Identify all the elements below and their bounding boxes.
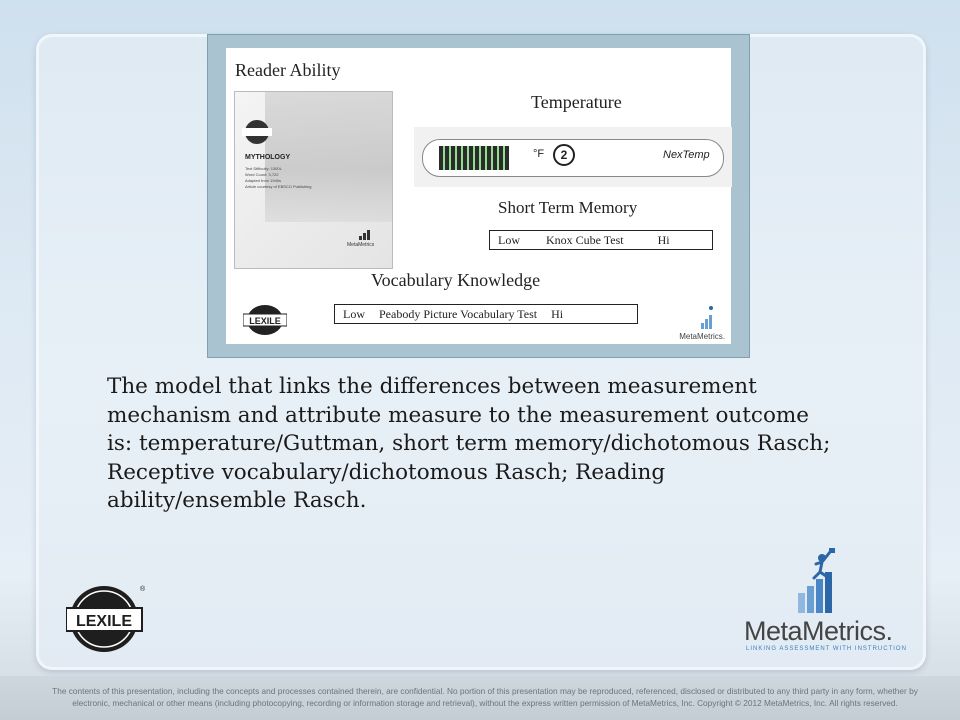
figure-lexile-logo [243,303,287,337]
thermometer-strip [422,139,724,177]
book-title: MYTHOLOGY [245,154,291,161]
temperature-label: Temperature [531,92,622,112]
svg-text:LEXILE: LEXILE [75,613,133,630]
metametrics-wordmark: MetaMetrics. [744,616,893,646]
confidentiality-footer [0,676,960,720]
stm-high-label: Hi [657,232,670,247]
book-meta: Text Difficulty: 1300L Word Count: 3,722 Adapted from 1940s Article courtesy of EBSCO Publishing [245,166,312,189]
vocab-test-label: Peabody Picture Vocabulary Test [379,306,538,321]
measurement-figure [207,34,750,358]
stm-test-label: Knox Cube Test [546,232,624,247]
metametrics-figure-icon [740,548,900,618]
vocabulary-scale [334,304,638,324]
thermometer-dot-grid [439,146,509,170]
footer-text: The contents of this presentation, including the concepts and processes contained therein, are confidential. No portion of this presentation may be reproduced, referenced, disclosed or distributed to any third party in any form, whether by electronic, mechanical or other means (including photocopying, recording or information storage and retrieval), without the express written permission of MetaMetrics, Inc. Copyright © 2012 MetaMetrics, Inc. All rights reserved. [52,686,918,708]
reader-ability-label: Reader Ability [235,60,341,80]
figure-canvas [226,48,731,344]
metametrics-logo [740,548,907,660]
thermometer-marker: 2 [553,144,575,166]
lexile-logo [66,583,146,655]
vocab-low-label: Low [343,306,365,321]
book-cover-image [234,91,393,269]
figure-metametrics-logo [651,303,731,343]
metametrics-tagline: LINKING ASSESSMENT WITH INSTRUCTION [746,646,907,652]
svg-text:MetaMetrics.: MetaMetrics. [679,332,725,341]
svg-text:LEXILE: LEXILE [249,316,281,326]
vocabulary-knowledge-label: Vocabulary Knowledge [371,270,541,290]
short-term-memory-scale [489,230,713,250]
short-term-memory-label: Short Term Memory [498,198,638,217]
book-metametrics-icon [359,230,371,240]
book-metametrics-text: MetaMetrics [347,242,375,248]
svg-text:®: ® [140,586,146,593]
vocab-high-label: Hi [551,306,564,321]
thermometer-brand: NexTemp [663,149,710,161]
stm-low-label: Low [498,232,520,247]
thermometer-unit: °F [533,148,545,160]
body-paragraph: The model that links the differences between measurement mechanism and attribute measure to the measurement outcome is: temperature/Guttman, short term memory/dichotomous Rasch; Receptive vocabulary/dichotomous Rasch; Reading ability/ensemble Rasch. [107,374,831,514]
thermometer-image [414,127,732,187]
